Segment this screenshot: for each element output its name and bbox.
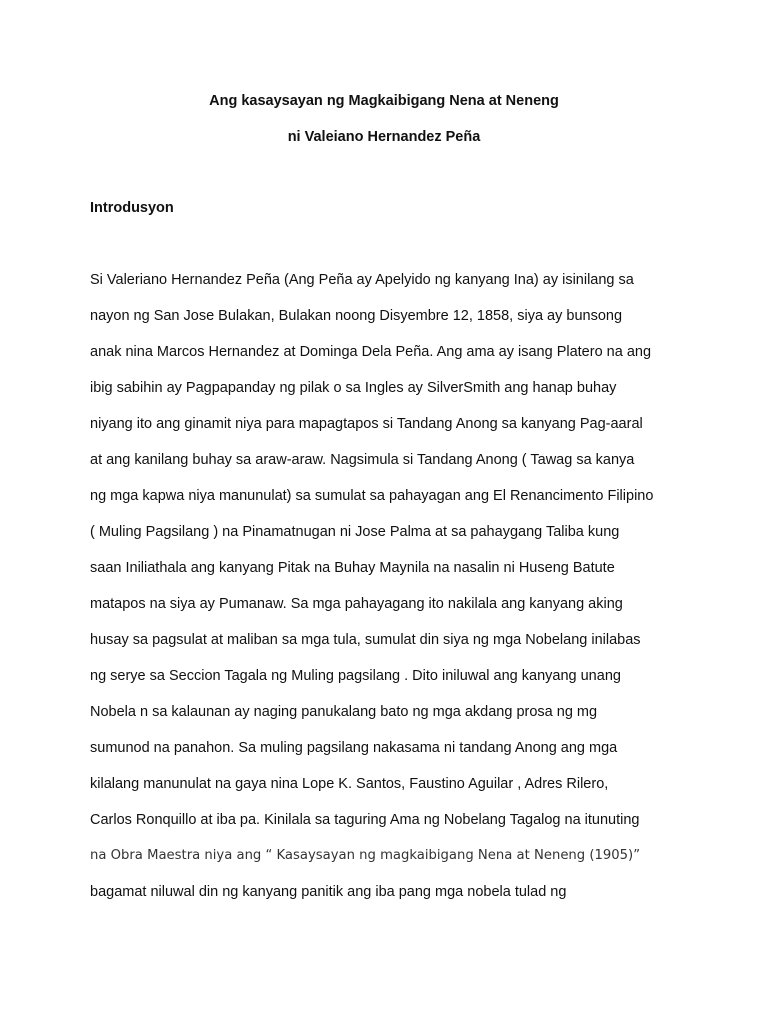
text-line: bagamat niluwal din ng kanyang panitik ang iba pang mga nobela tulad ng	[90, 884, 567, 900]
document-title: Ang kasaysayan ng Magkaibigang Nena at Neneng	[209, 93, 559, 109]
text-line: niyang ito ang ginamit niya para mapagtapos si Tandang Anong sa kanyang Pag-aaral	[90, 416, 643, 432]
text-line: ng mga kapwa niya manunulat) sa sumulat sa pahayagan ang El Renancimento Filipino	[90, 488, 654, 504]
text-line: na Obra Maestra niya ang “ Kasaysayan ng magkaibigang Nena at Neneng (1905)”	[90, 848, 641, 863]
text-line: kilalang manunulat na gaya nina Lope K. Santos, Faustino Aguilar , Adres Rilero,	[90, 776, 609, 792]
text-line: sumunod na panahon. Sa muling pagsilang nakasama ni tandang Anong ang mga	[90, 740, 618, 756]
text-line: saan Iniliathala ang kanyang Pitak na Buhay Maynila na nasalin ni Huseng Batute	[90, 560, 615, 576]
text-line: ( Muling Pagsilang ) na Pinamatnugan ni Jose Palma at sa pahaygang Taliba kung	[90, 524, 620, 540]
document-byline: ni Valeiano Hernandez Peña	[287, 129, 481, 145]
text-line: husay sa pagsulat at maliban sa mga tula, sumulat din siya ng mga Nobelang inilabas	[90, 632, 641, 648]
text-line: nayon ng San Jose Bulakan, Bulakan noong Disyembre 12, 1858, siya ay bunsong	[90, 308, 623, 324]
text-line: at ang kanilang buhay sa araw-araw. Nagsimula si Tandang Anong ( Tawag sa kanya	[90, 452, 635, 468]
text-line: Nobela n sa kalaunan ay naging panukalang bato ng mga akdang prosa ng mg	[90, 704, 598, 720]
body-paragraph	[90, 270, 690, 918]
section-heading: Introdusyon	[90, 200, 174, 216]
text-line: ng serye sa Seccion Tagala ng Muling pagsilang . Dito iniluwal ang kanyang unang	[90, 668, 621, 684]
text-line: ibig sabihin ay Pagpapanday ng pilak o sa Ingles ay SilverSmith ang hanap buhay	[90, 380, 617, 396]
text-line: matapos na siya ay Pumanaw. Sa mga pahayagang ito nakilala ang kanyang aking	[90, 596, 623, 612]
text-line: Carlos Ronquillo at iba pa. Kinilala sa taguring Ama ng Nobelang Tagalog na itunuting	[90, 812, 640, 828]
text-line: Si Valeriano Hernandez Peña (Ang Peña ay Apelyido ng kanyang Ina) ay isinilang sa	[90, 272, 634, 288]
text-line: anak nina Marcos Hernandez at Dominga Dela Peña. Ang ama ay isang Platero na ang	[90, 344, 652, 360]
